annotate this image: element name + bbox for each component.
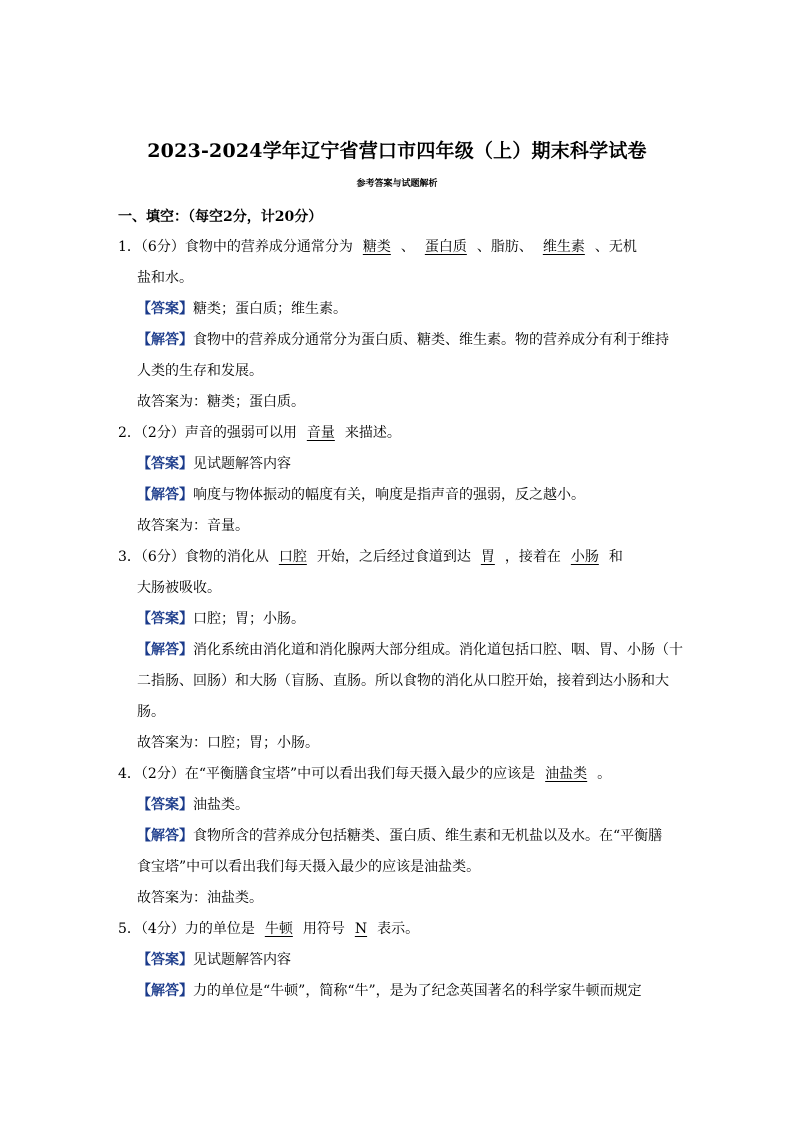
question-3-cont: 大肠被吸收。 — [137, 580, 221, 596]
question-number: 1． — [118, 239, 141, 255]
section-heading: 一、填空：（每空2分，计20分） — [118, 209, 323, 225]
analysis-line: 【解答】力的单位是“牛顿”，简称“牛”，是为了纪念英国著名的科学家牛顿而规定 — [137, 983, 642, 999]
answer-line: 【答案】口腔；胃；小肠。 — [137, 611, 305, 627]
analysis-line: 【解答】消化系统由消化道和消化腺两大部分组成。消化道包括口腔、咽、胃、小肠（十 — [137, 642, 683, 658]
analysis-tag: 【解答】 — [137, 983, 193, 999]
analysis-line: 肠。 — [137, 704, 165, 720]
final-answer: 故答案为：油盐类。 — [137, 890, 263, 906]
analysis-line: 人类的生存和发展。 — [137, 363, 263, 379]
analysis-tag: 【解答】 — [137, 332, 193, 348]
answer-blank: 音量 — [306, 425, 335, 441]
analysis-line: 食宝塔”中可以看出我们每天摄入最少的应该是油盐类。 — [137, 859, 481, 875]
question-number: 4． — [118, 766, 141, 782]
question-score: （6分） — [140, 239, 185, 255]
analysis-tag: 【解答】 — [137, 828, 193, 844]
analysis-tag: 【解答】 — [137, 487, 193, 503]
question-3: 3．（6分）食物的消化从 口腔 开始，之后经过食道到达 胃 ，接着在 小肠 和 — [118, 549, 623, 565]
answer-blank: 油盐类 — [545, 766, 588, 782]
answer-tag: 【答案】 — [137, 301, 193, 317]
question-score: （6分） — [140, 549, 185, 565]
question-score: （4分） — [140, 921, 185, 937]
question-number: 3． — [118, 549, 141, 565]
question-2: 2．（2分）声音的强弱可以用 音量 来描述。 — [118, 425, 401, 441]
answer-blank: 维生素 — [542, 239, 585, 255]
answer-line: 【答案】见试题解答内容 — [137, 952, 291, 968]
final-answer: 故答案为：糖类；蛋白质。 — [137, 394, 305, 410]
analysis-line: 【解答】食物中的营养成分通常分为蛋白质、糖类、维生素。物的营养成分有利于维持 — [137, 332, 669, 348]
answer-line: 【答案】糖类；蛋白质；维生素。 — [137, 301, 347, 317]
answer-line: 【答案】见试题解答内容 — [137, 456, 291, 472]
answer-blank: 小肠 — [570, 549, 599, 565]
answer-blank: 蛋白质 — [424, 239, 467, 255]
answer-tag: 【答案】 — [137, 797, 193, 813]
page-subtitle: 参考答案与试题解析 — [356, 179, 438, 189]
question-5: 5．（4分）力的单位是 牛顿 用符号 N 表示。 — [118, 921, 420, 937]
answer-line: 【答案】油盐类。 — [137, 797, 249, 813]
question-score: （2分） — [140, 425, 185, 441]
answer-tag: 【答案】 — [137, 611, 193, 627]
analysis-line: 【解答】响度与物体振动的幅度有关，响度是指声音的强弱，反之越小。 — [137, 487, 585, 503]
answer-blank: 胃 — [480, 549, 495, 565]
question-score: （2分） — [140, 766, 185, 782]
question-1-cont: 盐和水。 — [137, 270, 193, 286]
answer-blank: N — [354, 921, 368, 937]
analysis-line: 二指肠、回肠）和大肠（盲肠、直肠。所以食物的消化从口腔开始，接着到达小肠和大 — [137, 673, 669, 689]
answer-tag: 【答案】 — [137, 952, 193, 968]
answer-blank: 口腔 — [278, 549, 307, 565]
question-number: 5． — [118, 921, 141, 937]
analysis-line: 【解答】食物所含的营养成分包括糖类、蛋白质、维生素和无机盐以及水。在“平衡膳 — [137, 828, 663, 844]
page-title: 2023-2024学年辽宁省营口市四年级（上）期末科学试卷 — [147, 140, 647, 162]
answer-tag: 【答案】 — [137, 456, 193, 472]
answer-blank: 牛顿 — [264, 921, 293, 937]
analysis-tag: 【解答】 — [137, 642, 193, 658]
final-answer: 故答案为：音量。 — [137, 518, 249, 534]
question-4: 4．（2分）在“平衡膳食宝塔”中可以看出我们每天摄入最少的应该是 油盐类 。 — [118, 766, 612, 782]
question-1: 1．（6分）食物中的营养成分通常分为 糖类 、 蛋白质 、脂肪、 维生素 、无机 — [118, 239, 637, 255]
question-number: 2． — [118, 425, 141, 441]
final-answer: 故答案为：口腔；胃；小肠。 — [137, 735, 319, 751]
answer-blank: 糖类 — [362, 239, 391, 255]
